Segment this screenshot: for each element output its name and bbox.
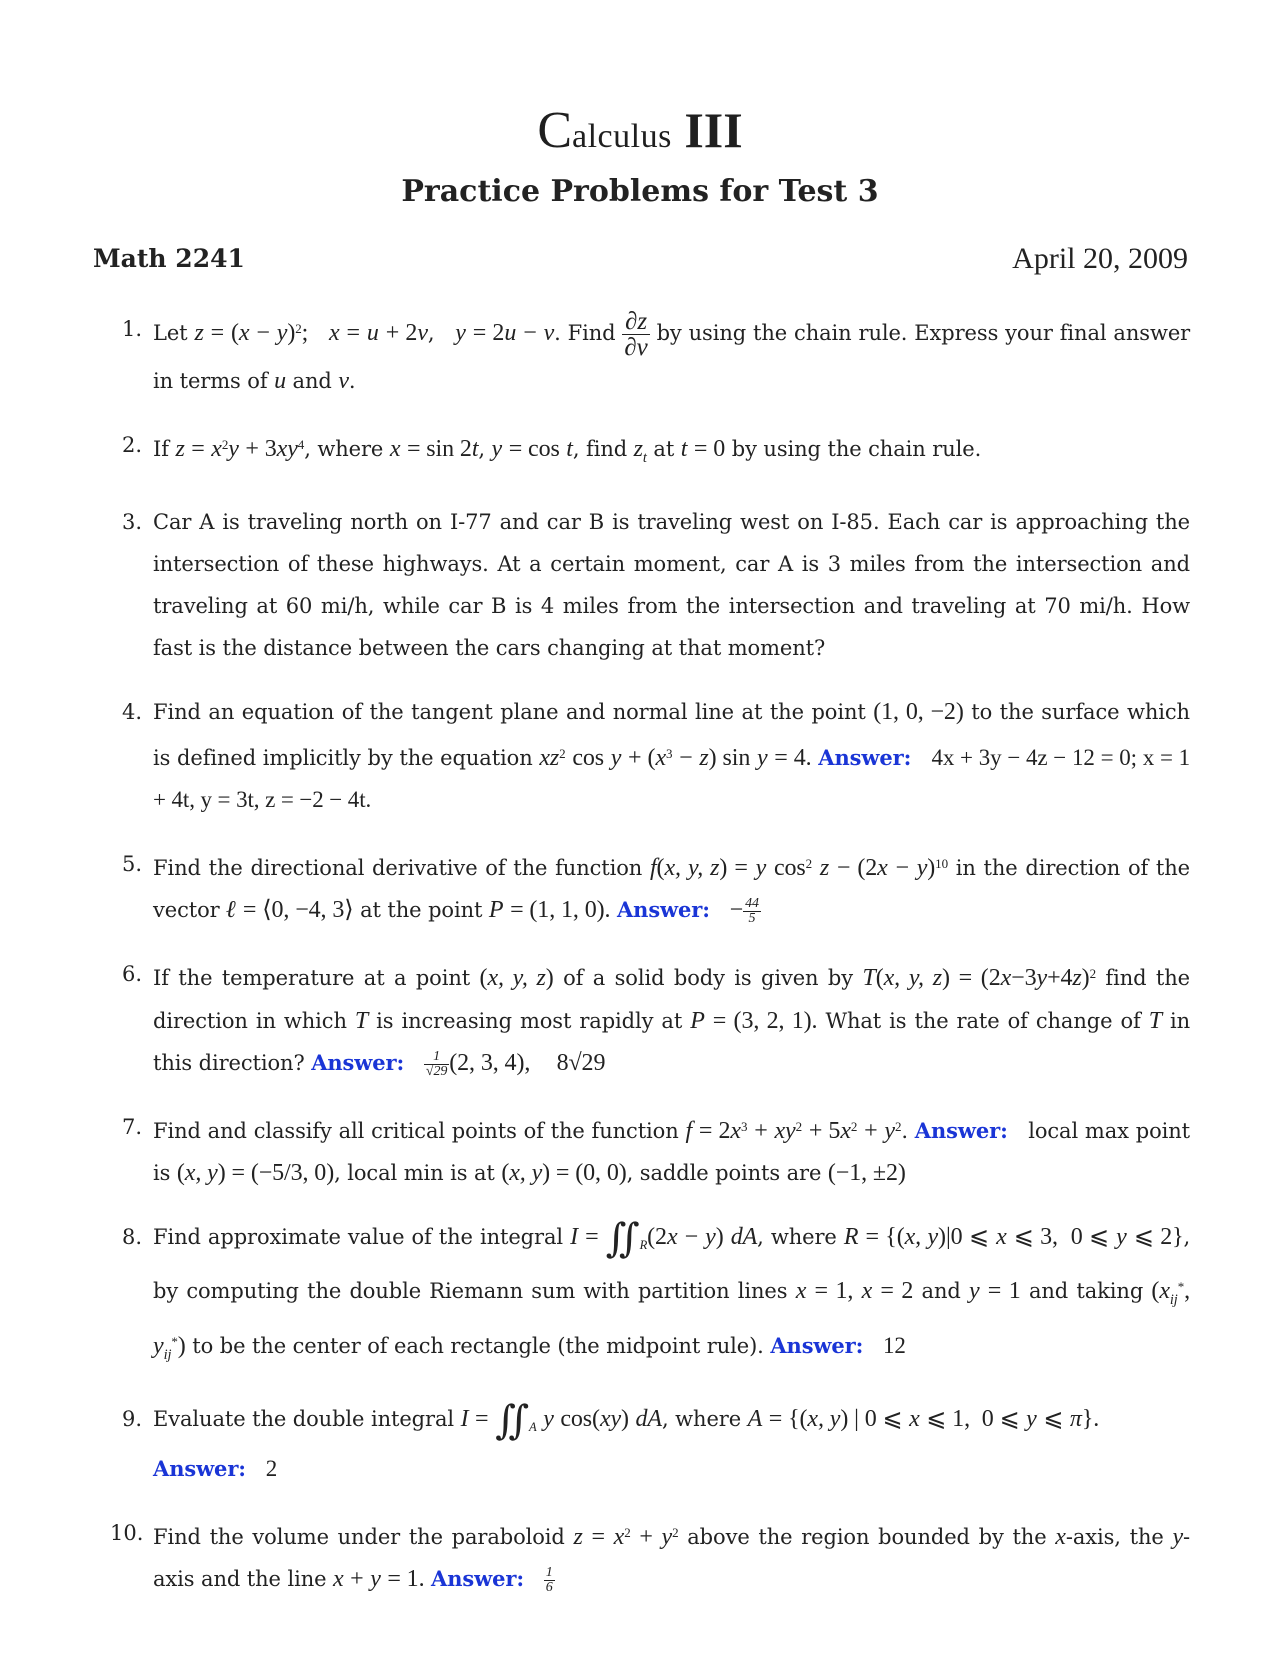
answer-label: Answer: — [616, 897, 710, 923]
problem-number: 4. — [121, 700, 142, 725]
problem-1 — [110, 308, 1190, 402]
problem-number: 2. — [121, 433, 142, 458]
problem-text: Car A is traveling north on I-77 and car B is traveling west on I-85. Each car is approaching the intersection of these highways. At a certain moment, car A is 3 miles from the intersection and traveling at 60 mi/h, while car B is 4 miles from the intersection and traveling at 70 mi/h. How fast is the distance between the cars changing at that moment? — [153, 510, 1190, 661]
answer-label: Answer: — [153, 1455, 246, 1481]
answer-label: Answer: — [311, 1049, 405, 1075]
course-number: Math 2241 — [93, 244, 245, 273]
problem-6 — [110, 953, 1190, 1083]
problem-number: 10. — [110, 1520, 144, 1545]
problem-text: If $z = x^2y + 3xy^4$, where x = sin 2t, y = cos t, find $z_t$ at t = 0 by using the chain rule. — [153, 436, 982, 467]
problem-number: 6. — [121, 962, 142, 987]
problem-number: 1. — [121, 317, 142, 341]
problem-text: Let $z = (x - y)^2$; x = u + 2v, y = 2u − v. Find $\frac{\partial z}{\partial v}$ by using the chain rule. Express your final answer in terms of u and v. — [153, 308, 1191, 395]
problem-text: Find approximate value of the integral $I = ∬_R(2x - y)$ dA, where R = {(x, y)|0 ⩽ x ⩽ 3, 0 ⩽ y ⩽ 2}, by computing the double Riemann sum with partition lines x = 1, x = 2 and y = 1 and taking ($x_{ij}^*$, $y_{ij}^*$) to be the center of each rectangle (the midpoint rule). Answer: 12 — [153, 1215, 1191, 1363]
problem-7 — [110, 1106, 1190, 1194]
problem-number: 5. — [121, 852, 142, 877]
partial-derivative-fraction: $\frac{\partial z}{\partial v}$ — [624, 308, 648, 362]
answer-label: Answer: — [431, 1565, 524, 1591]
problem-number: 7. — [121, 1114, 142, 1139]
problem-number: 3. — [121, 510, 142, 535]
problem-2 — [110, 424, 1190, 479]
problem-text: Find the directional derivative of the function f(x, y, z) = y $\cos^2 z - (2x - y)^{10}$ in the direction of the vector ℓ = ⟨0, −4, 3⟩ at the point P = (1, 1, 0). Answer: − $\frac{44}{5}$ — [153, 855, 1191, 927]
answer-value: 12 — [883, 1332, 906, 1358]
problem-10 — [110, 1512, 1190, 1600]
double-integral-icon: ∬ — [495, 1397, 530, 1444]
double-integral-icon: ∬ — [605, 1215, 640, 1262]
answer-label: Answer: — [818, 745, 912, 771]
problem-4 — [110, 691, 1190, 821]
problem-text: Find an equation of the tangent plane and normal line at the point (1, 0, −2) to the surface which is defined implicitly by the equation $xz^2$ $\cos y + (x^3 - z)$ sin y = 4. Answer: 4x + 3y − 4z − 12 = 0; x = 1 + 4t, y = 3t, z = −2 − 4t. — [153, 699, 1191, 813]
problem-text: Find and classify all critical points of the function $f = 2x^3 + xy^2 + 5x^2 + y^2$. Answer: local max point is (x, y) = (−5/3, 0), local min is at (x, y) = (0, 0), saddle points are (−1, ±2) — [153, 1117, 1190, 1186]
answer-value: 2 — [265, 1455, 278, 1481]
answer-value: 4x + 3y − 4z − 12 = 0; x = 1 + 4t, y = 3t, z = −2 − 4t. — [153, 745, 1191, 813]
answer-fraction: $\frac{44}{5}$ — [745, 896, 759, 927]
problem-text: If the temperature at a point (x, y, z) of a solid body is given by T(x, y, $z) = (2x-3y+4z)^2$ find the direction in which T is increasing most rapidly at P = (3, 2, 1). What is the rate of change of T in this direction? Answer: $\frac{1}{√29}$ (2, 3, 4), 8√29 — [153, 965, 1191, 1079]
document-title: Calculus III — [537, 102, 743, 159]
problem-number: 8. — [121, 1224, 142, 1249]
answer-fraction: $\frac{1}{√29}$ — [425, 1048, 448, 1079]
problem-5 — [110, 843, 1190, 931]
problem-text: Find the volume under the paraboloid $z = x^2 + y^2$ above the region bounded by the x-axis, the y-axis and the line x + y = 1. Answer: $\frac{1}{6}$ — [153, 1523, 1190, 1595]
document-date: April 20, 2009 — [1012, 242, 1188, 275]
problem-8 — [110, 1216, 1190, 1376]
problem-list — [110, 308, 1190, 1622]
answer-label: Answer: — [770, 1332, 864, 1358]
problem-9 — [110, 1398, 1190, 1490]
problem-number: 9. — [121, 1406, 142, 1431]
answer-label: Answer: — [914, 1117, 1008, 1143]
document-subtitle: Practice Problems for Test 3 — [401, 174, 879, 209]
problem-text: Evaluate the double integral $I = ∬_A$ y cos(xy) dA, where A = {(x, y) | 0 ⩽ x ⩽ 1, 0 ⩽ y ⩽ π}. Answer: 2 — [153, 1397, 1100, 1481]
problem-3 — [110, 501, 1190, 669]
answer-fraction: $\frac{1}{6}$ — [545, 1564, 553, 1595]
